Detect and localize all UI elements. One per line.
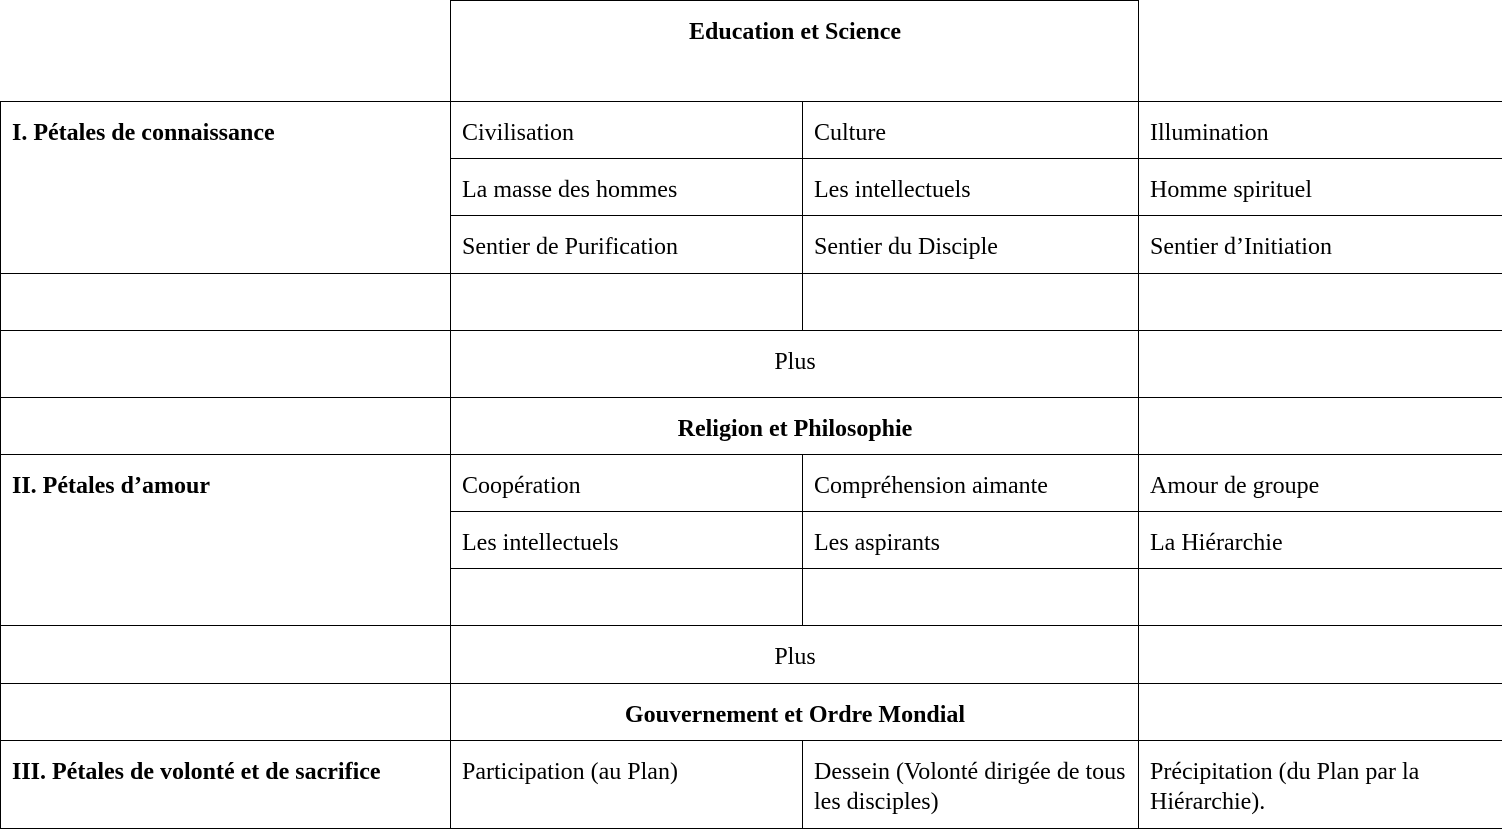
table-cell: Les intellectuels — [451, 512, 803, 569]
empty-cell — [1, 1, 451, 102]
table-cell: Participation (au Plan) — [451, 740, 803, 828]
table-row — [1, 102, 1502, 159]
empty-cell — [1139, 626, 1502, 683]
empty-cell — [803, 273, 1139, 330]
empty-cell — [451, 569, 803, 626]
table-cell: Compréhension aimante — [803, 455, 1139, 512]
connector-plus: Plus — [451, 626, 1139, 683]
empty-cell — [1, 397, 451, 454]
table-cell: Sentier du Disciple — [803, 216, 1139, 273]
section-heading-education: Education et Science — [451, 1, 1139, 102]
section-heading-government: Gouvernement et Ordre Mondial — [451, 683, 1139, 740]
table-cell: Amour de groupe — [1139, 455, 1502, 512]
table-cell: Homme spirituel — [1139, 159, 1502, 216]
table-cell: Sentier de Purification — [451, 216, 803, 273]
empty-cell — [1, 273, 451, 330]
empty-cell — [1, 330, 451, 397]
empty-cell — [1139, 683, 1502, 740]
table-cell: Culture — [803, 102, 1139, 159]
table-cell: La Hiérarchie — [1139, 512, 1502, 569]
table-row — [1, 740, 1502, 828]
section-heading-religion: Religion et Philosophie — [451, 397, 1139, 454]
table-cell: Illumination — [1139, 102, 1502, 159]
table-cell: La masse des hommes — [451, 159, 803, 216]
empty-cell — [1139, 330, 1502, 397]
table-cell: Sentier d’Initiation — [1139, 216, 1502, 273]
empty-cell — [1, 626, 451, 683]
empty-cell — [1139, 273, 1502, 330]
table-cell: Civilisation — [451, 102, 803, 159]
empty-cell — [1139, 569, 1502, 626]
heading-row-education — [1, 1, 1502, 102]
section-label-will: III. Pétales de volonté et de sacrifice — [1, 740, 451, 828]
empty-cell — [1, 683, 451, 740]
table-row — [1, 455, 1502, 512]
table-cell: Les aspirants — [803, 512, 1139, 569]
section-label-love: II. Pétales d’amour — [1, 455, 451, 626]
connector-row — [1, 626, 1502, 683]
connector-row — [1, 330, 1502, 397]
empty-cell — [1139, 1, 1502, 102]
table-cell: Précipitation (du Plan par la Hiérarchie). — [1139, 740, 1502, 828]
empty-cell — [1139, 397, 1502, 454]
table-cell: Coopération — [451, 455, 803, 512]
table-cell: Dessein (Volonté dirigée de tous les disciples) — [803, 740, 1139, 828]
heading-row-religion — [1, 397, 1502, 454]
empty-row — [1, 273, 1502, 330]
table-cell: Les intellectuels — [803, 159, 1139, 216]
empty-cell — [803, 569, 1139, 626]
empty-cell — [451, 273, 803, 330]
heading-row-government — [1, 683, 1502, 740]
connector-plus: Plus — [451, 330, 1139, 397]
section-label-knowledge: I. Pétales de connaissance — [1, 102, 451, 273]
